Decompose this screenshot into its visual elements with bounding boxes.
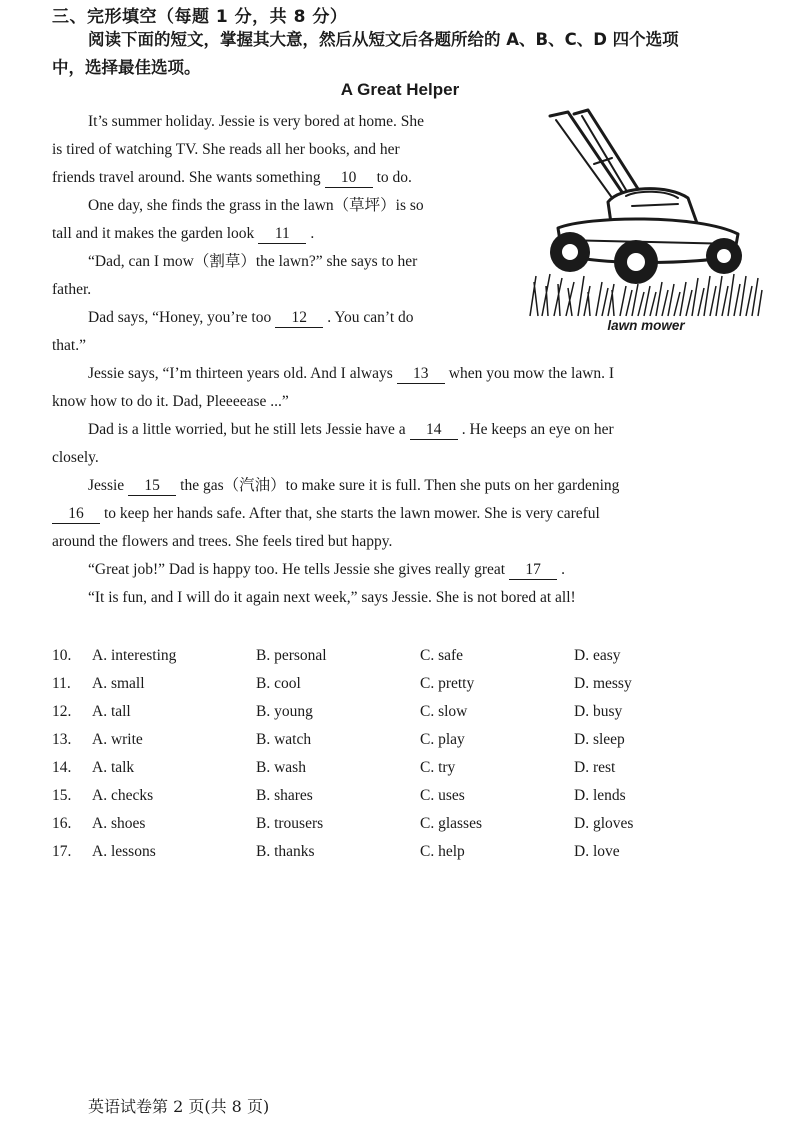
figure-caption: lawn mower bbox=[607, 318, 685, 333]
question-number: 16. bbox=[52, 815, 72, 832]
passage-line: “Dad, can I mow（割草）the lawn?” she says to her bbox=[88, 253, 418, 270]
option-a: A. write bbox=[92, 731, 143, 748]
passage-text: Dad says, “Honey, you’re too bbox=[88, 309, 272, 326]
option-d: D. rest bbox=[574, 759, 616, 776]
blank-11: 11 bbox=[258, 225, 306, 244]
blank-15: 15 bbox=[128, 477, 176, 496]
option-b: B. cool bbox=[256, 675, 301, 692]
option-d: D. sleep bbox=[574, 731, 625, 748]
passage-text: . bbox=[561, 561, 565, 578]
option-b: B. trousers bbox=[256, 815, 324, 832]
option-row bbox=[52, 838, 768, 866]
passage-line bbox=[52, 472, 800, 500]
passage-line bbox=[52, 416, 800, 444]
blank-17: 17 bbox=[509, 561, 557, 580]
passage-line: is tired of watching TV. She reads all her books, and her bbox=[52, 141, 400, 158]
passage-line: that.” bbox=[52, 337, 86, 354]
option-row bbox=[52, 754, 768, 782]
option-c: C. try bbox=[420, 759, 456, 776]
passage-line bbox=[52, 500, 768, 528]
option-b: B. young bbox=[256, 703, 313, 720]
blank-10: 10 bbox=[325, 169, 373, 188]
option-row bbox=[52, 698, 768, 726]
option-c: C. uses bbox=[420, 787, 465, 804]
option-d: D. easy bbox=[574, 647, 621, 664]
option-c: C. slow bbox=[420, 703, 468, 720]
option-a: A. checks bbox=[92, 787, 154, 804]
passage-text: Jessie bbox=[88, 477, 125, 494]
passage-line: One day, she finds the grass in the lawn（草坪）is so bbox=[88, 197, 424, 214]
option-row bbox=[52, 810, 768, 838]
option-a: A. talk bbox=[92, 759, 135, 776]
option-row bbox=[52, 782, 768, 810]
option-row bbox=[52, 726, 768, 754]
option-a: A. interesting bbox=[92, 647, 177, 664]
passage-line: It’s summer holiday. Jessie is very bored at home. She bbox=[88, 113, 425, 130]
passage-text: tall and it makes the garden look bbox=[52, 225, 255, 242]
passage-line bbox=[52, 304, 548, 332]
passage-line bbox=[52, 164, 512, 192]
option-a: A. shoes bbox=[92, 815, 146, 832]
option-b: B. wash bbox=[256, 759, 306, 776]
option-c: C. safe bbox=[420, 647, 464, 664]
option-d: D. messy bbox=[574, 675, 632, 692]
passage-text: “Great job!” Dad is happy too. He tells Jessie she gives really great bbox=[88, 561, 506, 578]
passage-line: “It is fun, and I will do it again next week,” says Jessie. She is not bored at all! bbox=[88, 589, 576, 606]
option-c: C. help bbox=[420, 843, 465, 860]
blank-16: 16 bbox=[52, 505, 100, 524]
option-row bbox=[52, 670, 768, 698]
option-row bbox=[52, 642, 768, 670]
blank-14: 14 bbox=[410, 421, 458, 440]
passage-text: friends travel around. She wants something bbox=[52, 169, 321, 186]
passage-text: . He keeps an eye on her bbox=[461, 421, 614, 438]
blank-12: 12 bbox=[275, 309, 323, 328]
question-number: 17. bbox=[52, 843, 72, 860]
passage-text: to keep her hands safe. After that, she starts the lawn mower. She is very careful bbox=[104, 505, 600, 522]
lawn-mower-icon bbox=[528, 106, 764, 342]
question-number: 15. bbox=[52, 787, 72, 804]
passage-text: Dad is a little worried, but he still lets Jessie have a bbox=[88, 421, 406, 438]
option-d: D. busy bbox=[574, 703, 623, 720]
passage-text: . bbox=[310, 225, 315, 242]
option-b: B. shares bbox=[256, 787, 313, 804]
option-a: A. tall bbox=[92, 703, 131, 720]
passage-title: A Great Helper bbox=[340, 80, 460, 99]
instruction-line-2: 中，选择最佳选项。 bbox=[52, 58, 201, 77]
passage-text: Jessie says, “I’m thirteen years old. And I always bbox=[88, 365, 393, 382]
instruction-line-1: 阅读下面的短文，掌握其大意，然后从短文后各题所给的 A、B、C、D 四个选项 bbox=[88, 30, 679, 49]
passage-line: closely. bbox=[52, 449, 99, 466]
option-d: D. lends bbox=[574, 787, 626, 804]
passage-text: to do. bbox=[376, 169, 412, 186]
blank-13: 13 bbox=[397, 365, 445, 384]
option-b: B. watch bbox=[256, 731, 312, 748]
passage-text: . You can’t do bbox=[327, 309, 414, 326]
option-b: B. thanks bbox=[256, 843, 315, 860]
passage-text: when you mow the lawn. I bbox=[448, 365, 615, 382]
section-heading: 三、完形填空（每题 1 分，共 8 分） bbox=[52, 7, 348, 27]
option-a: A. lessons bbox=[92, 843, 156, 860]
option-d: D. love bbox=[574, 843, 620, 860]
question-number: 12. bbox=[52, 703, 72, 720]
option-c: C. pretty bbox=[420, 675, 475, 692]
question-number: 14. bbox=[52, 759, 72, 776]
passage-line: around the flowers and trees. She feels tired but happy. bbox=[52, 533, 393, 550]
passage-line: father. bbox=[52, 281, 92, 298]
option-c: C. play bbox=[420, 731, 465, 748]
option-c: C. glasses bbox=[420, 815, 482, 832]
question-number: 13. bbox=[52, 731, 72, 748]
passage-line bbox=[52, 360, 800, 388]
passage-line bbox=[52, 556, 800, 584]
passage-line: know how to do it. Dad, Pleeeease ...” bbox=[52, 393, 289, 410]
question-number: 10. bbox=[52, 647, 72, 664]
question-number: 11. bbox=[52, 675, 71, 692]
passage-line bbox=[52, 220, 512, 248]
option-b: B. personal bbox=[256, 647, 327, 664]
option-d: D. gloves bbox=[574, 815, 634, 832]
page-footer: 英语试卷第 2 页(共 8 页) bbox=[88, 1097, 270, 1116]
passage-text: the gas（汽油）to make sure it is full. Then she puts on her gardening bbox=[180, 477, 620, 494]
option-a: A. small bbox=[92, 675, 145, 692]
